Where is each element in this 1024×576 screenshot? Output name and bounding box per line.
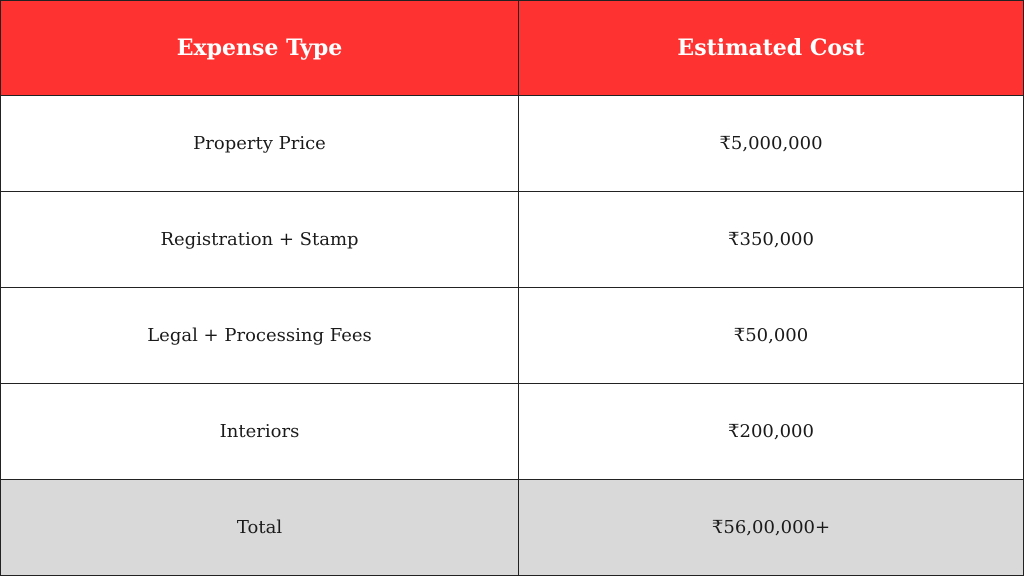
table-row-expense (0, 192, 519, 288)
header-expense-type (0, 0, 519, 96)
cost-value: ₹350,000 (728, 229, 814, 250)
header-estimated-cost (519, 0, 1024, 96)
header-estimated-cost-label: Estimated Cost (677, 35, 865, 61)
table-row-expense (0, 384, 519, 480)
expense-label: Interiors (219, 421, 300, 442)
expense-label: Legal + Processing Fees (147, 325, 372, 346)
total-row-cost (519, 480, 1024, 576)
table-row-expense (0, 288, 519, 384)
expense-label: Registration + Stamp (160, 229, 359, 250)
table-row-expense (0, 96, 519, 192)
header-expense-type-label: Expense Type (176, 35, 343, 61)
expense-label: Property Price (193, 133, 326, 154)
cost-value: ₹200,000 (728, 421, 814, 442)
total-row-label (0, 480, 519, 576)
table-row-cost (519, 288, 1024, 384)
total-cost-value: ₹56,00,000+ (711, 517, 831, 538)
table-row-cost (519, 192, 1024, 288)
cost-value: ₹5,000,000 (719, 133, 823, 154)
table-row-cost (519, 384, 1024, 480)
cost-value: ₹50,000 (733, 325, 809, 346)
table-row-cost (519, 96, 1024, 192)
total-label: Total (236, 517, 283, 538)
